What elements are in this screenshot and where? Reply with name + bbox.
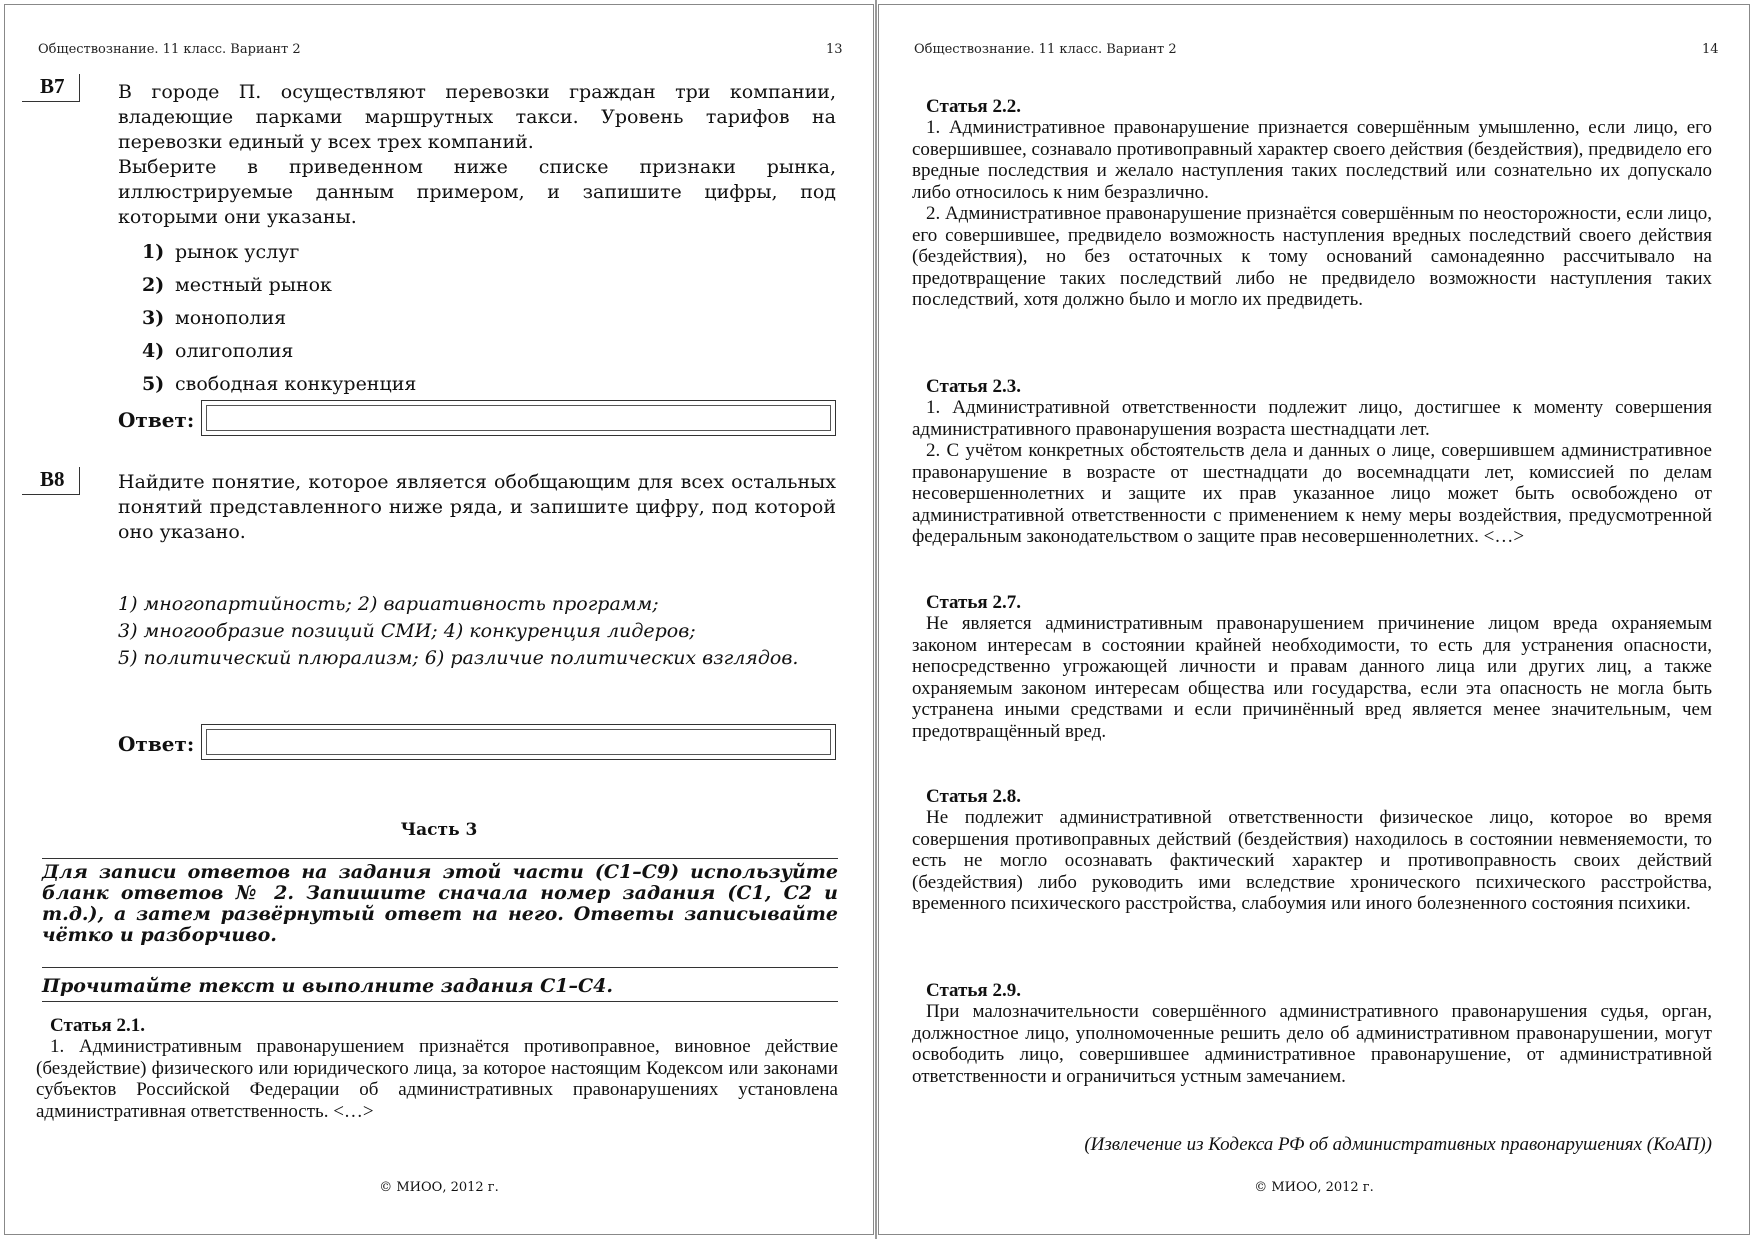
article-paragraph: При малозначительности совершённого административного правонарушения судья, орган, должностное лицо, уполномоченные решить дело об административном правонарушении, могут освободить лицо, совершившее административное правонарушение, от административной ответственности и ограничиться устным замечанием. [912, 1001, 1712, 1087]
b8-answer-field[interactable] [201, 724, 836, 760]
question-label-b7: B7 [22, 74, 80, 102]
article-2-8 [912, 786, 1712, 915]
article-2-1 [36, 1015, 838, 1122]
b7-answer-row [118, 400, 836, 440]
article-paragraph: 2. Административное правонарушение признаётся совершённым по неосторожности, если лицо, его совершившее, предвидело возможность наступления вредных последствий своего действия (бездействия), но без остаточных к тому оснований самонадеянно рассчитывало на предотвращение таких последствий либо не предвидело возможности наступления таких последствий, хотя должно было и могло их предвидеть. [912, 203, 1712, 310]
b8-items-line: 3) многообразие позиций СМИ; 4) конкуренция лидеров; [118, 620, 696, 642]
read-task: Прочитайте текст и выполните задания С1–С4. [42, 975, 613, 997]
page-number: 13 [826, 42, 843, 57]
page-number: 14 [1702, 42, 1719, 57]
page-footer: © МИОО, 2012 г. [1254, 1180, 1374, 1195]
article-title: Статья 2.1. [50, 1015, 145, 1036]
b8-answer-row [118, 724, 836, 764]
page-spine [875, 0, 877, 1239]
article-title: Статья 2.8. [926, 786, 1021, 807]
right-page [878, 4, 1750, 1235]
source-citation: (Извлечение из Кодекса РФ об административных правонарушениях (КоАП)) [1084, 1134, 1712, 1155]
article-paragraph: 2. С учётом конкретных обстоятельств дела и данных о лице, совершившем административное правонарушение в возрасте от шестнадцати до восемнадцати лет, комиссией по делам несовершеннолетних и защите их прав указанное лицо может быть освобождено от административной ответственности с применением к нему меры воздействия, предусмотренной федеральным законодательством о защите прав несовершеннолетних. <…> [912, 440, 1712, 547]
page-footer: © МИОО, 2012 г. [379, 1180, 499, 1195]
article-paragraph: 1. Административное правонарушение признается совершённым умышленно, если лицо, его совершившее, сознавало противоправный характер своего действия (бездействия), предвидело его вредные последствия и желало наступления таких последствий или сознательно их допускало либо относилось к ним безразлично. [912, 117, 1712, 203]
article-paragraph: 1. Административным правонарушением признаётся противоправное, виновное действие (бездействие) физического или юридического лица, за которое настоящим Кодексом или законами субъектов Российской Федерации об административных правонарушениях установлена административная ответственность. <…> [36, 1036, 838, 1122]
answer-label: Ответ: [118, 732, 195, 756]
b7-option: 3) монополия [142, 307, 287, 329]
question-label-b8: B8 [22, 467, 80, 495]
divider [42, 967, 838, 968]
b8-items-line: 5) политический плюрализм; 6) различие политических взглядов. [118, 647, 799, 669]
article-paragraph: Не является административным правонарушением причинение лицом вреда охраняемым законом интересам в состоянии крайней необходимости, то есть для устранения опасности, непосредственно угрожающей личности и правам данного лица или других лиц, а также охраняемым законом интересам общества или государства, если эта опасность не могла быть устранена иными средствами и если причинённый вред является менее значительным, чем предотвращённый вред. [912, 613, 1712, 742]
b7-option: 1) рынок услуг [142, 241, 300, 263]
divider [42, 1001, 838, 1002]
article-2-7 [912, 592, 1712, 742]
question-b7-text [118, 80, 836, 230]
b7-option: 5) свободная конкуренция [142, 373, 417, 395]
article-title: Статья 2.9. [926, 980, 1021, 1001]
article-paragraph: 1. Административной ответственности подлежит лицо, достигшее к моменту совершения административного правонарушения возраста шестнадцати лет. [912, 397, 1712, 440]
b7-option: 2) местный рынок [142, 274, 332, 296]
question-b7-text-1: В городе П. осуществляют перевозки граждан три компании, владеющие парками маршрутных такси. Уровень тарифов на перевозки единый у всех трех компаний. [118, 81, 836, 153]
left-page [4, 4, 874, 1235]
page-header: Обществознание. 11 класс. Вариант 2 [38, 42, 301, 57]
article-paragraph: Не подлежит административной ответственности физическое лицо, которое во время совершения противоправных действий (бездействия) находилось в состоянии невменяемости, то есть не могло осознавать фактический характер и противоправность своих действий (бездействия) либо руководить ими вследствие хронического психического расстройства, временного психического расстройства, слабоумия или иного болезненного состояния психики. [912, 807, 1712, 914]
b8-items-line: 1) многопартийность; 2) вариативность программ; [118, 593, 659, 615]
article-title: Статья 2.3. [926, 376, 1021, 397]
article-2-9 [912, 980, 1712, 1087]
question-b7-text-2: Выберите в приведенном ниже списке признаки рынка, иллюстрируемые данным примером, и запишите цифры, под которыми они указаны. [118, 156, 836, 228]
article-2-2 [912, 96, 1712, 311]
article-title: Статья 2.7. [926, 592, 1021, 613]
article-title: Статья 2.2. [926, 96, 1021, 117]
answer-label: Ответ: [118, 408, 195, 432]
question-b8-text: Найдите понятие, которое является обобщающим для всех остальных понятий представленного ниже ряда, и запишите цифру, под которой оно указано. [118, 471, 836, 543]
b8-items [118, 591, 798, 672]
page-header: Обществознание. 11 класс. Вариант 2 [914, 42, 1177, 57]
part-3-instructions: Для записи ответов на задания этой части (С1–С9) используйте бланк ответов № 2. Запишите сначала номер задания (С1, С2 и т.д.), а затем развёрнутый ответ на него. Ответы записывайте чётко и разборчиво. [42, 861, 838, 946]
b7-answer-field[interactable] [201, 400, 836, 436]
part-3-title: Часть 3 [400, 820, 478, 840]
b7-option: 4) олигополия [142, 340, 294, 362]
b7-option-list [142, 236, 416, 401]
divider [42, 858, 838, 859]
article-2-3 [912, 376, 1712, 548]
